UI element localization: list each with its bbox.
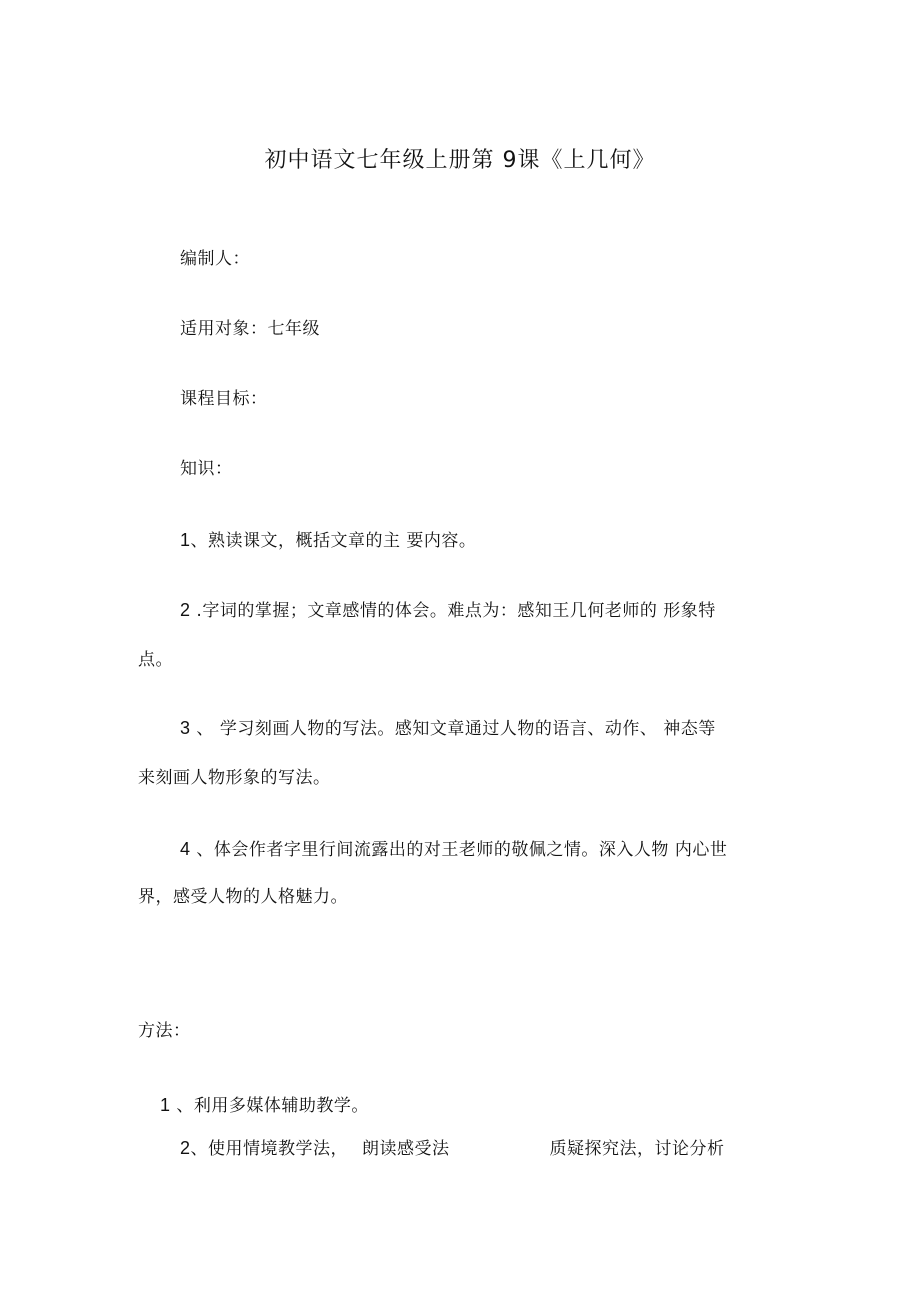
knowledge-item-3-continuation: 来刻画人物形象的写法。: [138, 768, 331, 788]
item-text: 、使用情境教学法，: [190, 1139, 349, 1159]
item-text: 、 学习刻画人物的写法。感知文章通过人物的语言、动作、 神态等: [190, 719, 716, 739]
knowledge-item-3: [180, 717, 716, 740]
method-item-2: [180, 1137, 725, 1160]
audience-line: 适用对象：七年级: [180, 319, 320, 339]
method-label: 方法：: [138, 1021, 191, 1041]
item-text-c: 质疑探究法，讨论分析: [549, 1139, 725, 1159]
item-text: .字词的掌握；文章感情的体会。难点为：感知王几何老师的 形象特: [190, 601, 716, 621]
knowledge-item-1: [180, 529, 476, 552]
document-title: 初中语文七年级上册第 9课《上几何》: [264, 148, 656, 173]
knowledge-item-2: [180, 599, 716, 622]
item-text-b: 朗读感受法: [362, 1139, 450, 1159]
compiler-label: 编制人：: [180, 249, 250, 269]
method-item-1: [160, 1094, 369, 1117]
item-number: 2: [180, 1138, 191, 1158]
item-number: 3: [180, 718, 191, 738]
knowledge-item-4: [180, 838, 727, 861]
item-text: 、利用多媒体辅助教学。: [170, 1096, 369, 1116]
item-number: 2: [180, 600, 191, 620]
item-number: 1: [160, 1095, 171, 1115]
knowledge-item-2-continuation: 点。: [138, 650, 173, 670]
knowledge-item-4-continuation: 界，感受人物的人格魅力。: [138, 887, 348, 907]
knowledge-label: 知识：: [180, 459, 233, 479]
item-text: 、体会作者字里行间流露出的对王老师的敬佩之情。深入人物 内心世: [190, 840, 728, 860]
item-text: 、熟读课文，概括文章的主 要内容。: [190, 531, 477, 551]
item-number: 4: [180, 839, 191, 859]
item-number: 1: [180, 530, 191, 550]
goals-label: 课程目标：: [180, 389, 268, 409]
